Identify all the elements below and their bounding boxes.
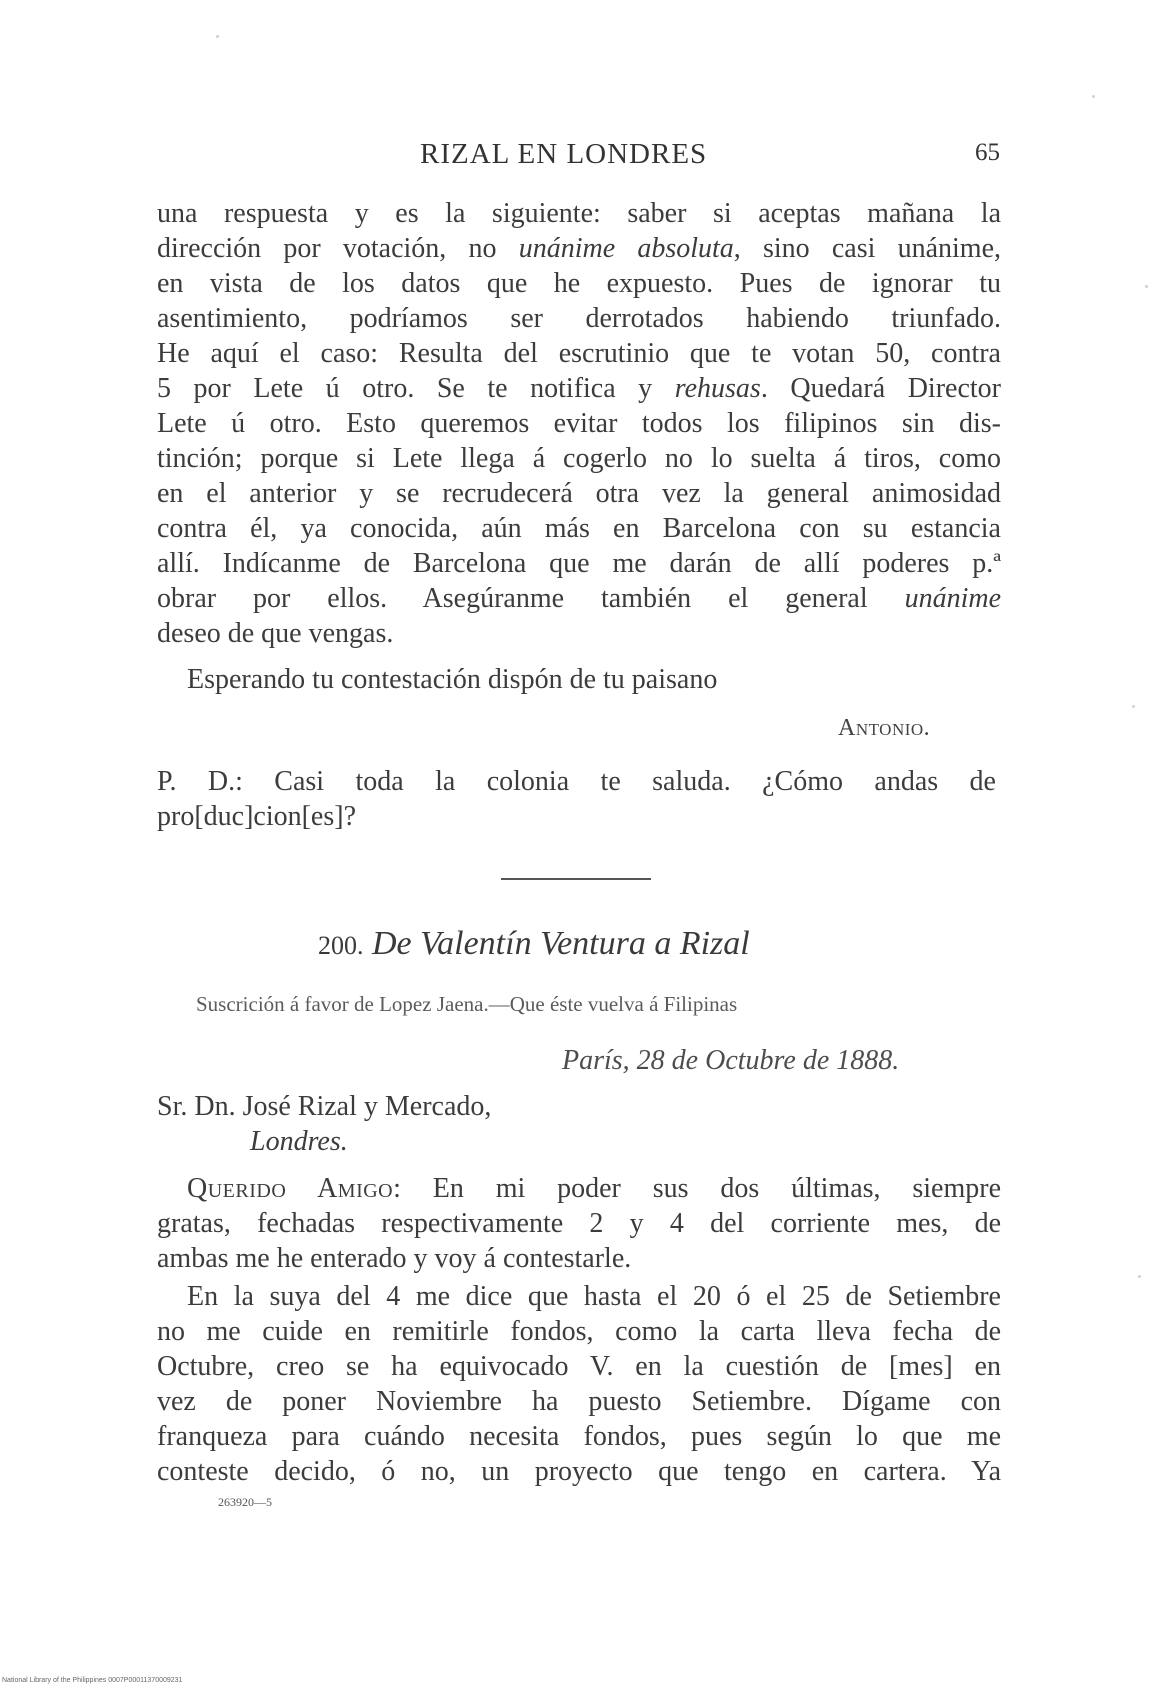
signature: Antonio. xyxy=(838,715,931,741)
letter-line-8: tinción; porque si Lete llega á cogerlo no lo suelta á tiros, como xyxy=(157,443,1001,474)
scan-speck xyxy=(216,35,219,38)
body-line-1: Querido Amigo: En mi poder sus dos últimas, siempre xyxy=(187,1173,1001,1204)
body-line-5: no me cuide en remitirle fondos, como la carta lleva fecha de xyxy=(157,1316,1001,1347)
scan-speck xyxy=(1132,705,1135,708)
letter-line-3: en vista de los datos que he expuesto. Pues de ignorar tu xyxy=(157,268,1001,299)
letter-subtitle: Suscrición á favor de Lopez Jaena.—Que éste vuelva á Filipinas xyxy=(196,992,738,1016)
letter-line-11: allí. Indícanme de Barcelona que me darán de allí poderes p.ª xyxy=(157,548,1001,579)
recipient-city: Londres. xyxy=(250,1126,348,1157)
letter-line-9: en el anterior y se recrudecerá otra vez la general animosidad xyxy=(157,478,1001,509)
body-line-3: ambas me he enterado y voy á contestarle. xyxy=(157,1243,632,1274)
letter-line-5: He aquí el caso: Resulta del escrutinio que te votan 50, contra xyxy=(157,338,1001,369)
letter-line-2-text: dirección por votación, no unánime absoluta, sino casi unánime, xyxy=(157,233,1002,264)
scan-speck xyxy=(1138,1275,1141,1278)
letter-line-12: obrar por ellos. Asegúranme también el general unánime xyxy=(157,583,1001,614)
body-line-7: vez de poner Noviembre ha puesto Setiembre. Dígame con xyxy=(157,1386,1001,1417)
letter-line-1: una respuesta y es la siguiente: saber si aceptas mañana la xyxy=(157,198,1001,229)
body-line-8: franqueza para cuándo necesita fondos, pues según lo que me xyxy=(157,1421,1001,1452)
body-line-4: En la suya del 4 me dice que hasta el 20 ó el 25 de Setiembre xyxy=(187,1281,1001,1312)
emphasis-rehusas: rehusas xyxy=(674,373,761,404)
page-number: 65 xyxy=(975,139,1000,166)
body-line-9: conteste decido, ó no, un proyecto que tengo en cartera. Ya xyxy=(157,1456,1001,1487)
letter-number: 200. xyxy=(318,931,364,960)
scan-speck xyxy=(1145,285,1148,288)
letter-line-4: asentimiento, podríamos ser derrotados habiendo triunfado. xyxy=(157,303,1001,334)
postscript-line-1: P. D.: Casi toda la colonia te saluda. ¿Cómo andas de xyxy=(157,766,996,797)
letter-heading xyxy=(318,925,750,963)
letter-line-7: Lete ú otro. Esto queremos evitar todos los filipinos sin dis- xyxy=(157,408,1001,439)
letter-line-13: deseo de que vengas. xyxy=(157,618,394,649)
letter-title: De Valentín Ventura a Rizal xyxy=(372,925,750,962)
letter-line-2 xyxy=(157,232,1001,266)
emphasis-unanime-absoluta: unánime absoluta xyxy=(518,233,734,264)
scan-speck xyxy=(1092,95,1095,98)
section-divider xyxy=(501,878,651,880)
library-footer: National Library of the Philippines 0007P00011370009231 xyxy=(2,1677,183,1684)
running-header: RIZAL EN LONDRES xyxy=(420,138,708,170)
letter-line-6: 5 por Lete ú otro. Se te notifica y rehusas. Quedará Director xyxy=(157,373,1001,404)
recipient-name: Sr. Dn. José Rizal y Mercado, xyxy=(157,1091,492,1122)
letter-closing-line: Esperando tu contestación dispón de tu paisano xyxy=(187,664,718,695)
letter-date: París, 28 de Octubre de 1888. xyxy=(562,1045,900,1076)
body-line-6: Octubre, creo se ha equivocado V. en la cuestión de [mes] en xyxy=(157,1351,1001,1382)
body-line-2: gratas, fechadas respectivamente 2 y 4 del corriente mes, de xyxy=(157,1208,1001,1239)
letter-line-10: contra él, ya conocida, aún más en Barcelona con su estancia xyxy=(157,513,1001,544)
salutation: Querido Amigo xyxy=(187,1173,394,1204)
printer-code: 263920—5 xyxy=(218,1495,272,1509)
emphasis-unanime: unánime xyxy=(904,583,1001,614)
postscript-line-2: pro[duc]cion[es]? xyxy=(157,801,357,832)
